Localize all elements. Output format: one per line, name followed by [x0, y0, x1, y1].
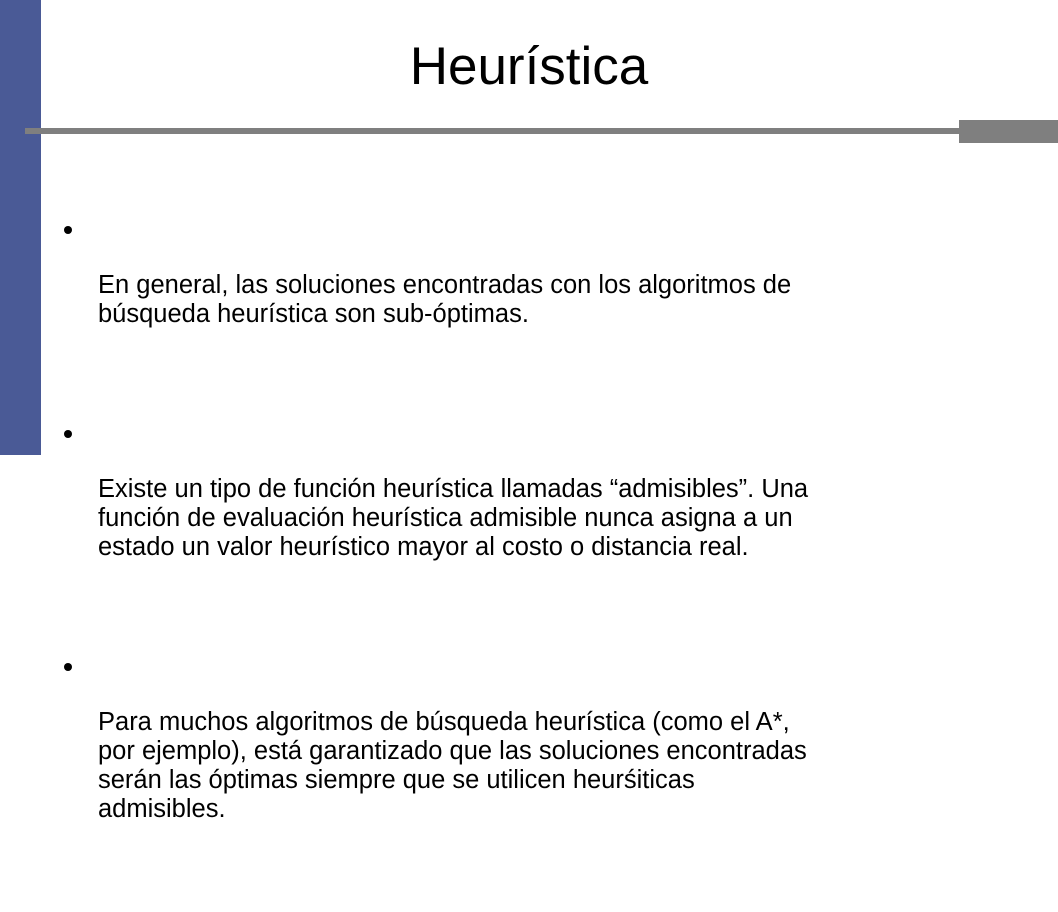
slide-title: Heurística [409, 37, 649, 96]
title-divider-end-block [959, 120, 1058, 143]
bullet-list [64, 213, 1004, 912]
bullet-item-3 [64, 650, 1004, 853]
bullet-dot-icon [64, 663, 72, 671]
bullet-text-3: Para muchos algoritmos de búsqueda heurística (como el A*, por ejemplo), está garantizado que las soluciones encontradas serán las óptimas siempre que se utilicen heurśiticas admisibles. [98, 708, 807, 823]
bullet-dot-icon [64, 226, 72, 234]
bullet-item-1 [64, 213, 1004, 358]
bullet-text-1: En general, las soluciones encontradas con los algoritmos de búsqueda heurística son sub-óptimas. [98, 271, 792, 328]
bullet-item-2 [64, 417, 1004, 591]
bullet-dot-icon [64, 430, 72, 438]
title-divider [25, 128, 960, 134]
bullet-text-2: Existe un tipo de función heurística llamadas “admisibles”. Una función de evaluación heurística admisible nunca asigna a un estado un valor heurístico mayor al costo o distancia real. [98, 475, 809, 561]
